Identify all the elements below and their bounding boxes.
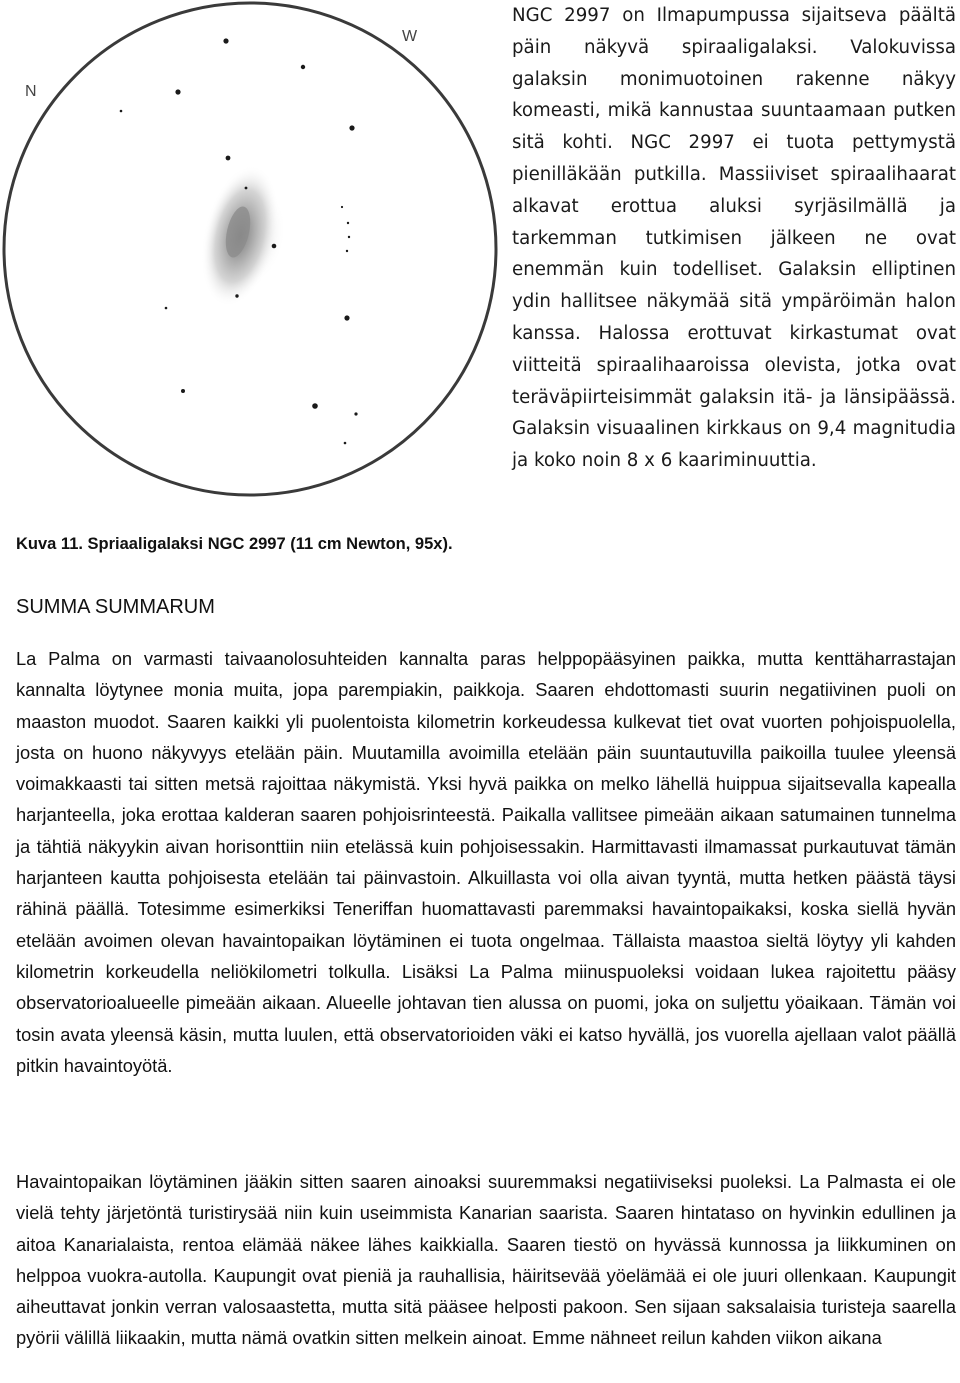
- figure-caption: Kuva 11. Spriaaligalaksi NGC 2997 (11 cm Newton, 95x).: [16, 535, 453, 553]
- body-paragraph-2: Havaintopaikan löytäminen jääkin sitten saaren ainoaksi suuremmaksi negatiiviseksi puoleksi. La Palmasta ei ole vielä tehty järjetöntä turistirysää niin kuin useimmista Kanarian saarista. Saaren hintataso on hyvinkin edullinen ja aitoa Kanarialaista, rentoa elämää näkee lähes kaikkialla. Saaren tiestö on hyvässä kunnossa ja liikkuminen on helppoa vuokra-autolla. Kaupungit ovat pieniä ja rauhallisia, häiritsevää yöelämää ei ole juuri ollenkaan. Kaupungit aiheuttavat jonkin verran valosaastetta, mutta sitä pääsee helposti pakoon. Sen sijaan saksalaisia turisteja saarella pyörii välillä liikaakin, mutta nämä ovatkin sitten melkein ainoat. Emme nähneet reilun kahden viikon aikana: [16, 1171, 956, 1349]
- galaxy-description: NGC 2997 on Ilmapumpussa sijaitseva päältä päin näkyvä spiraaligalaksi. Valokuvissa galaksin monimuotoinen rakenne näkyy komeasti, mikä kannustaa suuntaamaan putken sitä kohti. NGC 2997 ei tuota pettymystä pienilläkään putkilla. Massiiviset spiraalihaarat alkavat erottua aluksi syrjäsilmällä ja tarkemman tutkimisen jälkeen ne ovat enemmän kuin todelliset. Galaksin elliptinen ydin hallitsee näkymää sitä ympäröimän halon kanssa. Halossa erottuvat kirkastumat ovat viitteitä spiraalihaaroissa olevista, jotka ovat teräväpiirteisimmät galaksin itä- ja länsipäässä. Galaksin visuaalinen kirkkaus on 9,4 magnitudia ja koko noin 8 x 6 kaariminuuttia.: [512, 5, 956, 472]
- body-paragraph-1: La Palma on varmasti taivaanolosuhteiden kannalta paras helppopääsyinen paikka, mutta kenttäharrastajan kannalta löytynee monia muita, jopa parempiakin, paikkoja. Saaren ehdottomasti suurin negatiivinen puoli on maaston muodot. Saaren kaikki yli puolentoista kilometrin korkeudessa kulkevat tiet ovat vuorten pohjoispuolella, josta on huono näkyvyys etelään päin. Muutamilla avoimilla etelään päin suuntautuvilla paikoilla tuulee yleensä voimakkaasti tai sitten metsä rajoittaa näkymistä. Yksi hyvä paikka on melko lähellä huippua sijaitsevalla kapealla harjanteella, joka erottaa kalderan saaren pohjoisrinteestä. Paikalla vallitsee pimeään aikaan satumainen tunnelma ja tähtiä näkyykin aivan horisonttiin niin etelässä kuin pohjoisessakin. Harmittavasti ilmamassat purkautuvat tämän harjanteen kautta pohjoisesta etelään tai päinvastoin. Alkuillasta voi olla aivan tyyntä, mutta hetken päästä täysi rähinä päällä. Totesimme esimerkiksi Teneriffan huomattavasti paremmaksi havaintopaikaksi, koska siellä hyvän etelään avoimen olevan havaintopaikan löytäminen ei tuota ongelmaa. Tällaista maastoa sieltä löytyy yli kahden kilometrin korkeudella neliökilometri tolkulla. Lisäksi La Palma miinuspuoleksi voidaan lukea rajoitettu pääsy observatorioalueelle pimeään aikaan. Alueelle johtavan tien alussa on puomi, joka on suljettu yöaikaan. Tämän voi tosin avata yleensä käsin, mutta luulen, että observatorioiden väki ei katso hyvällä, jos vuorella ajellaan valot päällä pitkin havaintoyötä.: [16, 648, 956, 1076]
- galaxy-sketch: [0, 0, 500, 500]
- west-label: W: [402, 28, 418, 45]
- north-label: N: [25, 83, 37, 100]
- section-title: SUMMA SUMMARUM: [16, 596, 215, 618]
